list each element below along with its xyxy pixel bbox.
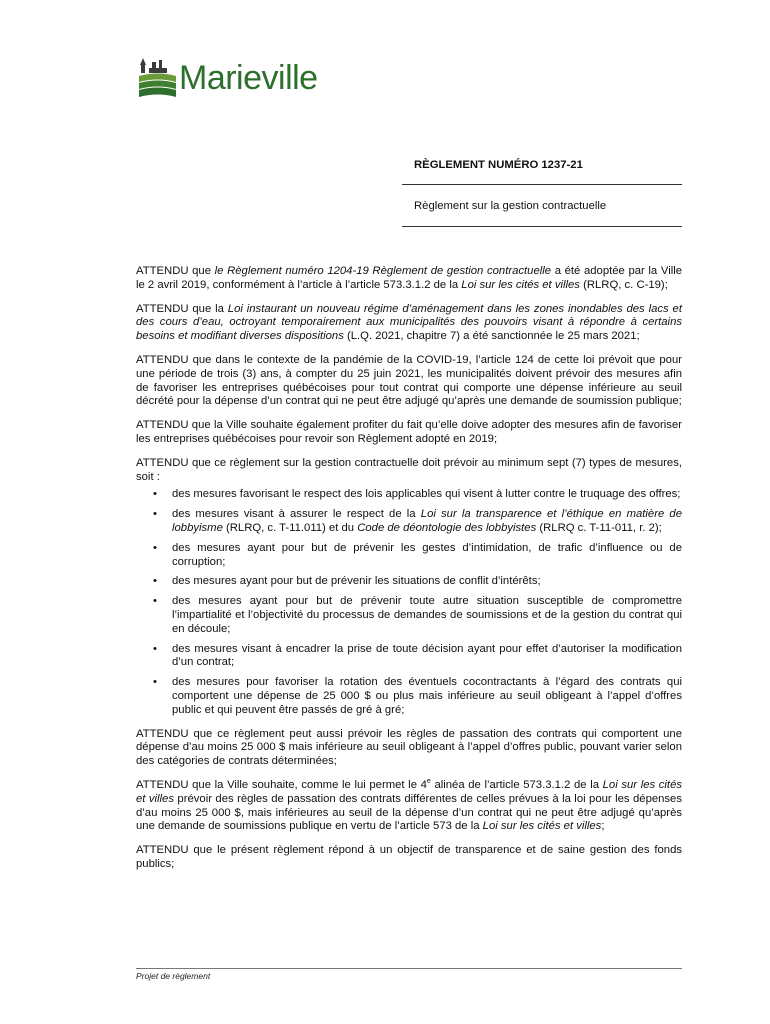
list-item-text: des mesures ayant pour but de prévenir les situations de conflit d’intérêts; xyxy=(172,575,541,588)
bullet-icon: • xyxy=(153,541,157,554)
text-run: alinéa de l’article 573.3.1.2 de la xyxy=(430,778,603,791)
paragraph-attendu-4: ATTENDU que la Ville souhaite également profiter du fait qu’elle doive adopter des mesures afin de favoriser les entreprises québécoises pour revoir son Règlement adopté en 2019; xyxy=(136,419,682,445)
text-run: ATTENDU que la Ville souhaite, comme le lui permet le 4 xyxy=(136,778,427,791)
regulation-number: RÈGLEMENT NUMÉRO 1237-21 xyxy=(414,159,583,171)
text-run: des mesures visant à assurer le respect de la xyxy=(172,508,421,521)
bullet-icon: • xyxy=(153,595,157,608)
list-item xyxy=(136,575,682,589)
paragraph-attendu-5: ATTENDU que ce règlement sur la gestion contractuelle doit prévoir au minimum sept (7) types de mesures, soit : xyxy=(136,456,682,483)
list-item-text: des mesures ayant pour but de prévenir les gestes d’intimidation, de trafic d’influence ou de corruption; xyxy=(172,541,682,568)
paragraph-attendu-6: ATTENDU que ce règlement peut aussi prévoir les règles de passation des contrats qui comportent une dépense d’au moins 25 000 $ mais inférieure au seuil obligeant à l’appel d’offres public, pouvant varier selon des catégories de contrats déterminées; xyxy=(136,727,682,768)
list-item xyxy=(136,643,682,671)
italic-reference: Loi instaurant un nouveau régime d’aménagement dans les zones inondables des lacs et des cours d’eau, octroyant temporairement aux municipalités des pouvoirs visant à répondre à certains besoins et modifiant diverses dispositions xyxy=(136,302,682,343)
document-body xyxy=(136,265,682,882)
bullet-icon: • xyxy=(153,676,157,689)
superscript: e xyxy=(426,778,431,786)
italic-reference: Loi sur les cités et villes xyxy=(482,820,602,833)
bullet-icon: • xyxy=(153,488,157,501)
italic-reference: Code de déontologie des lobbyistes xyxy=(357,521,537,534)
marieville-logo xyxy=(139,56,344,102)
list-item xyxy=(136,488,682,502)
bullet-icon: • xyxy=(153,508,157,521)
text-run: (L.Q. 2021, chapitre 7) a été sanctionnée le 25 mars 2021; xyxy=(343,330,640,343)
paragraph-attendu-2 xyxy=(136,303,682,344)
logo-wordmark: Marieville xyxy=(179,59,318,97)
paragraph-attendu-3: ATTENDU que dans le contexte de la pandémie de la COVID-19, l’article 124 de cette loi prévoit que pour une période de trois (3) ans, à compter du 25 juin 2021, les municipalités doivent prévoir des mesures afin de favoriser les entreprises québécoises pour tout contrat qui comporte une dépense inférieure au seuil décrété pour la dépense d’un contrat qui ne peut être adjugé qu’après une demande de soumission publique; xyxy=(136,353,682,408)
regulation-subtitle: Règlement sur la gestion contractuelle xyxy=(414,200,607,212)
town-emblem-icon xyxy=(139,56,177,102)
list-item-text: des mesures favorisant le respect des lois applicables qui visent à lutter contre le truquage des offres; xyxy=(172,488,681,501)
italic-reference: le Règlement numéro 1204-19 Règlement de gestion contractuelle xyxy=(214,265,552,277)
measures-list xyxy=(136,488,682,717)
text-run: prévoir des règles de passation des contrats différentes de celles prévues à la loi pour les dépenses d’au moins 25 000 $, mais inférieures au seuil de la dépense d’un contrat qui ne peut être adjugé qu’après une demande de soumissions publique en vertu de l’article 573 de la xyxy=(136,792,682,833)
list-item xyxy=(136,595,682,636)
bullet-icon: • xyxy=(153,642,157,655)
list-item xyxy=(136,542,682,570)
text-run: (RLRQ, c. C-19); xyxy=(579,278,668,291)
paragraph-attendu-8: ATTENDU que le présent règlement répond à un objectif de transparence et de saine gestion des fonds publics; xyxy=(136,844,682,870)
list-item-text: des mesures visant à encadrer la prise de toute décision ayant pour effet d’autoriser la modification d’un contrat; xyxy=(172,642,682,669)
list-item xyxy=(136,676,682,717)
text-run: ATTENDU que la xyxy=(136,302,228,315)
header-divider xyxy=(402,184,682,185)
text-run: (RLRQ, c. T-11.011) et du xyxy=(222,521,358,534)
text-run: ATTENDU que xyxy=(136,265,215,277)
italic-reference: Loi sur les cités et villes xyxy=(461,278,580,291)
paragraph-attendu-7 xyxy=(136,779,682,834)
header-divider xyxy=(402,226,682,227)
text-run: (RLRQ c. T-11-011, r. 2); xyxy=(536,521,662,534)
footer-divider xyxy=(136,968,682,969)
bullet-icon: • xyxy=(153,575,157,588)
italic-reference: Loi sur les cités et villes xyxy=(136,778,682,805)
footer-label: Projet de règlement xyxy=(136,971,211,981)
text-run: a été adoptée par la Ville le 2 avril 2019, conformément à l’article à l’article 573.3.1.2 de la xyxy=(136,265,683,291)
paragraph-attendu-1 xyxy=(136,265,682,293)
list-item xyxy=(136,508,682,536)
list-item-text: des mesures pour favoriser la rotation des éventuels cocontractants à l’égard des contrats qui comportent une dépense de 25 000 $ ou plus mais inférieure au seuil obligeant à l’appel d’offres public et qui peuvent être passés de gré à gré; xyxy=(172,676,682,716)
regulation-header xyxy=(402,159,682,227)
list-item-text: des mesures ayant pour but de prévenir toute autre situation susceptible de compromettre l’impartialité et l’objectivité du processus de demandes de soumissions et de la gestion du contrat qui en découle; xyxy=(172,595,682,635)
text-run: ; xyxy=(601,820,605,833)
italic-reference: Loi sur la transparence et l’éthique en matière de lobbyisme xyxy=(172,508,682,534)
